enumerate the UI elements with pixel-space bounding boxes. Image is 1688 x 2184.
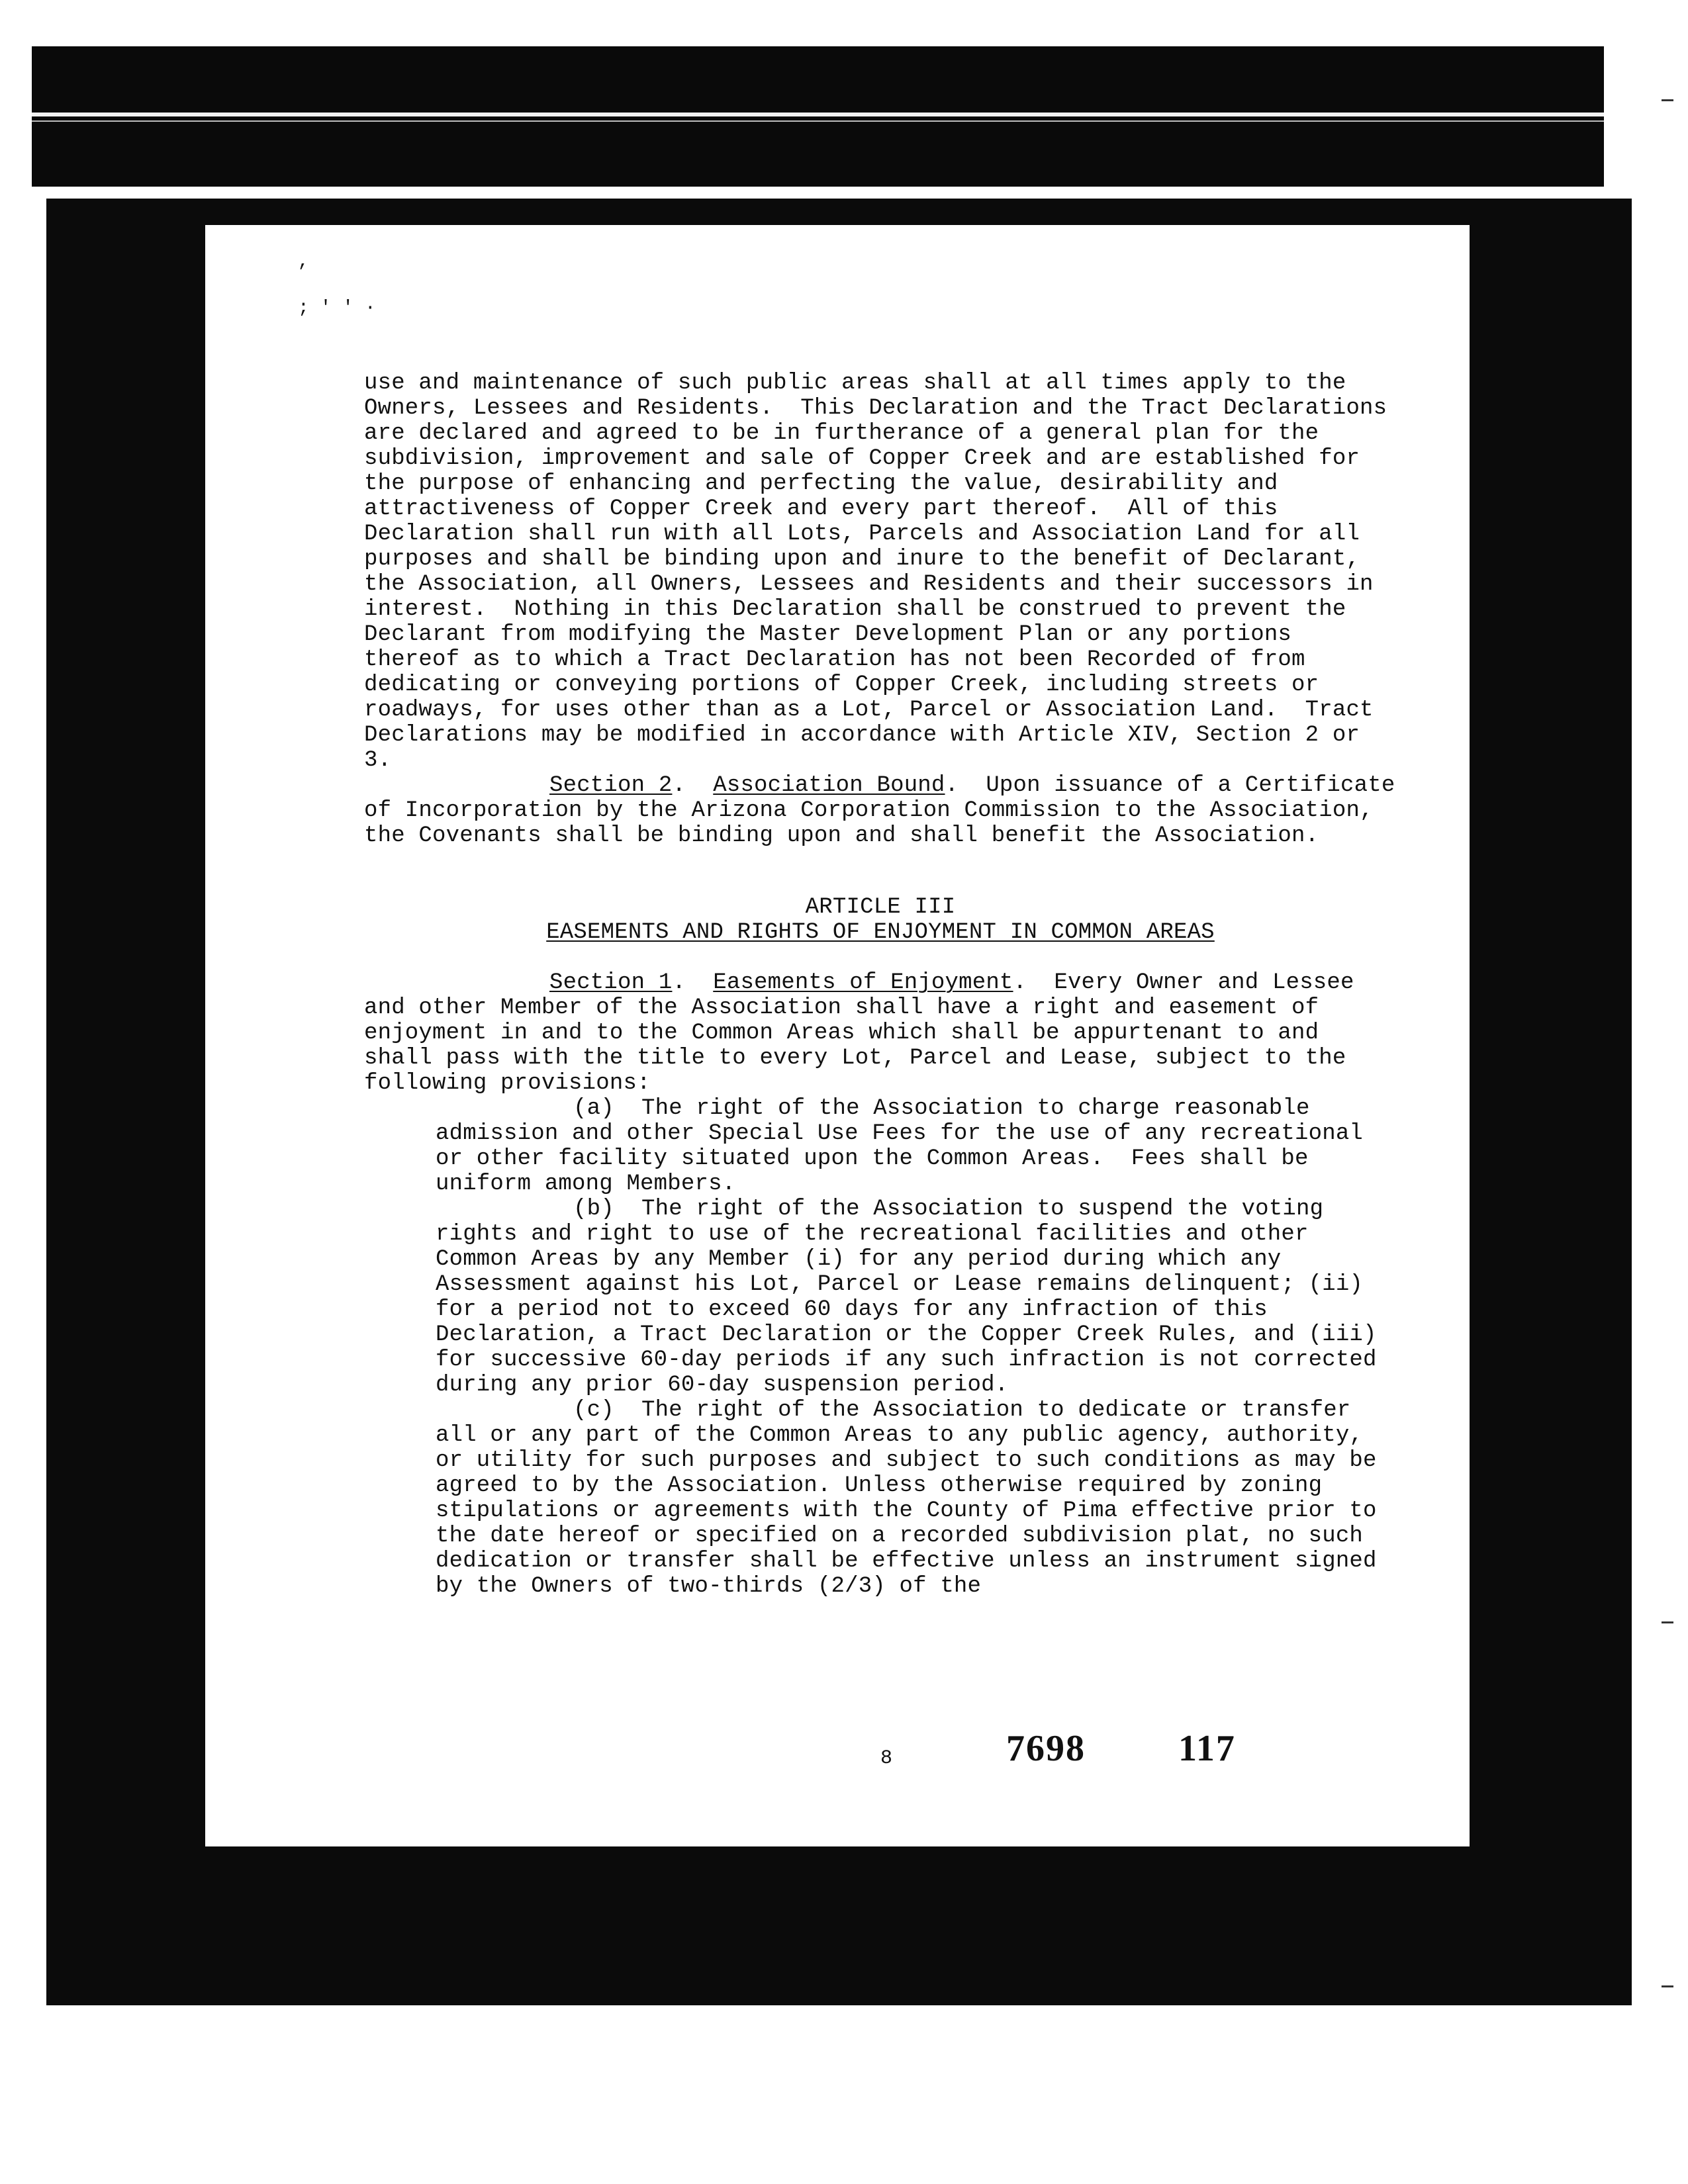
edge-tick bbox=[1662, 1985, 1673, 1987]
edge-tick bbox=[1662, 99, 1673, 101]
scan-speck: , bbox=[298, 251, 309, 272]
provision-marker: (b) bbox=[573, 1197, 614, 1222]
page-number: 8 bbox=[880, 1747, 893, 1770]
intro-paragraph: use and maintenance of such public areas shall at all times apply to the Owners, Lessees and Residents. This Declaration and the Tract Declarations are declared and agreed to be in furtherance of a general plan for the subdivision, improvement and sale of Copper Creek and are established for the purpose of enhancing and perfecting the value, desirability and attractiveness of Copper Creek and every part thereof. All of this Declaration shall run with all Lots, Parcels and Association Land for all purposes and shall be binding upon and inure to the benefit of Declarant, the Association, all Owners, Lessees and Residents and their successors in interest. Nothing in this Declaration shall be construed to prevent the Declarant from modifying the Master Development Plan or any portions thereof as to which a Tract Declaration has not been Recorded of from dedicating or conveying portions of Copper Creek, including streets or roadways, for uses other than as a Lot, Parcel or Association Land. Tract Declarations may be modified in accordance with Article XIV, Section 2 or 3. bbox=[364, 371, 1401, 773]
section-1-text: Every Owner and Lessee and other Member of the Association shall have a right and easement of enjoyment in and to the Common Areas which shall be appurtenant to and shall pass with the title to every Lot, Parcel and Lease, subject to the following provisions: bbox=[364, 970, 1368, 1096]
provision-marker: (a) bbox=[573, 1096, 614, 1121]
article-heading bbox=[364, 895, 1397, 945]
recording-page-number: 117 bbox=[1178, 1728, 1236, 1769]
section-2-label: Section 2 bbox=[549, 773, 673, 798]
recording-book-number: 7698 bbox=[1006, 1728, 1086, 1769]
section-1-title: Easements of Enjoyment bbox=[713, 970, 1013, 995]
article-title: EASEMENTS AND RIGHTS OF ENJOYMENT IN COMMON AREAS bbox=[546, 920, 1215, 945]
document-page bbox=[205, 225, 1470, 1846]
scan-rule bbox=[32, 120, 1604, 122]
section-1-paragraph: Section 1. Easements of Enjoyment. Every Owner and Lessee and other Member of the Association shall have a right and easement of enjoyment in and to the Common Areas which shall be appurtenant to and shall pass with the title to every Lot, Parcel and Lease, subject to the following provisions: bbox=[364, 970, 1368, 1096]
provision-c bbox=[364, 1398, 1397, 1599]
section-2-title: Association Bound bbox=[713, 773, 945, 798]
section-1-label: Section 1 bbox=[549, 970, 673, 995]
scan-top-band bbox=[32, 46, 1604, 187]
provision-a bbox=[364, 1096, 1397, 1197]
provision-b bbox=[364, 1197, 1397, 1398]
edge-tick bbox=[1662, 1621, 1673, 1623]
provision-text: The right of the Association to charge reasonable admission and other Special Use Fees for the use of any recreational or other facility situated upon the Common Areas. Fees shall be uniform among Members. bbox=[436, 1096, 1377, 1197]
article-number: ARTICLE III bbox=[805, 895, 956, 920]
section-2-text: Upon issuance of a Certificate of Incorporation by the Arizona Corporation Commission to the Association, the Covenants shall be binding upon and shall benefit the Association. bbox=[364, 773, 1409, 848]
document-body bbox=[364, 371, 1409, 1599]
scan-rule bbox=[32, 113, 1604, 116]
provision-text: The right of the Association to dedicate or transfer all or any part of the Common Areas to any public agency, authority, or utility for such purposes and subject to such conditions as may be agreed to by the Association. Unless otherwise required by zoning stipulations or agreements with the County of Pima effective prior to the date hereof or specified on a recorded subdivision plat, no such dedication or transfer shall be effective unless an instrument signed by the Owners of two-thirds (2/3) of the bbox=[436, 1398, 1391, 1599]
scan-speck: ; ' ' · bbox=[298, 298, 376, 318]
provision-marker: (c) bbox=[573, 1398, 614, 1423]
section-2-paragraph: Section 2. Association Bound. Upon issuance of a Certificate of Incorporation by the Arizona Corporation Commission to the Association, the Covenants shall be binding upon and shall benefit the Association. bbox=[364, 773, 1409, 848]
provision-text: The right of the Association to suspend the voting rights and right to use of the recreational facilities and other Common Areas by any Member (i) for any period during which any Assessment against his Lot, Parcel or Lease remains delinquent; (ii) for a period not to exceed 60 days for any infraction of this Declaration, a Tract Declaration or the Copper Creek Rules, and (iii) for successive 60-day periods if any such infraction is not corrected during any prior 60-day suspension period. bbox=[436, 1197, 1391, 1398]
